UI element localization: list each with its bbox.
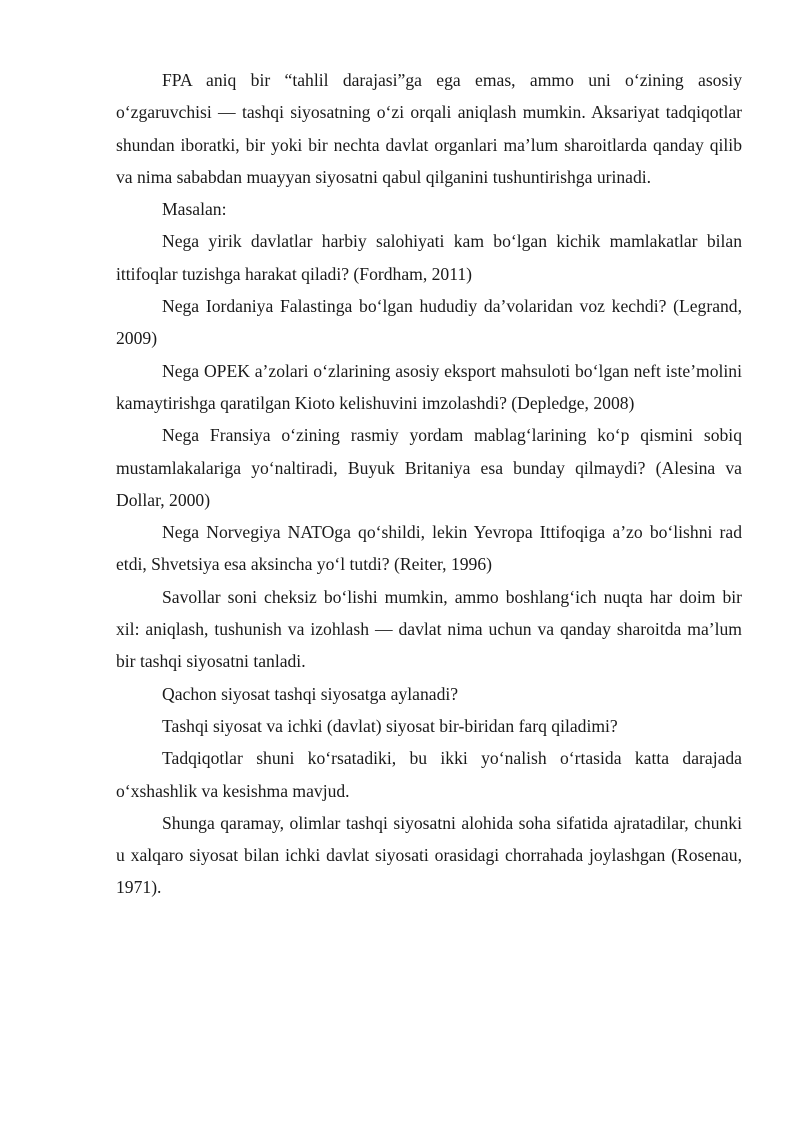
paragraph-question-when: Qachon siyosat tashqi siyosatga aylanadi? [162, 683, 459, 704]
paragraph-question-alesina: Nega Fransiya o‘zining rasmiy yordam mablag‘larining ko‘p qismini sobiq mustamlakalariga yo‘naltiradi, Buyuk Britaniya esa bunday qilmaydi? (Alesina va Dollar, 2000) [116, 425, 742, 510]
paragraph-question-depledge: Nega OPEK a’zolari o‘zlarining asosiy eksport mahsuloti bo‘lgan neft iste’molini kamaytirishga qaratilgan Kioto kelishuvini imzolashdi? (Depledge, 2008) [116, 360, 742, 413]
paragraph-questions-summary: Savollar soni cheksiz bo‘lishi mumkin, ammo boshlang‘ich nuqta har doim bir xil: aniqlash, tushunish va izohlash — davlat nima uchun va qanday sharoitda ma’lum bir tashqi siyosatni tanladi. [116, 586, 742, 672]
paragraph-fpa-intro: FPA aniq bir “tahlil darajasi”ga ega emas, ammo uni o‘zining asosiy o‘zgaruvchisi — tashqi siyosatning o‘zi orqali aniqlash mumkin. Aksariyat tadqiqotlar shundan iboratki, bir yoki bir nechta davlat organlari ma’lum sharoitlarda qanday qilib va nima sababdan muayyan siyosatni qabul qilganini tushuntirishga urinadi. [116, 70, 742, 187]
paragraph-question-difference: Tashqi siyosat va ichki (davlat) siyosat bir-biridan farq qiladimi? [162, 715, 618, 736]
paragraph-rosenau: Shunga qaramay, olimlar tashqi siyosatni alohida soha sifatida ajratadilar, chunki u xalqaro siyosat bilan ichki davlat siyosati orasidagi chorrahada joylashgan (Rosenau, 1971). [116, 812, 742, 898]
paragraph-question-legrand: Nega Iordaniya Falastinga bo‘lgan hududiy da’volaridan voz kechdi? (Legrand, 2009) [116, 296, 742, 349]
paragraph-masalan: Masalan: [162, 199, 227, 220]
paragraph-question-reiter: Nega Norvegiya NATOga qo‘shildi, lekin Yevropa Ittifoqiga a’zo bo‘lishni rad etdi, Shvetsiya esa aksincha yo‘l tutdi? (Reiter, 1996) [116, 522, 742, 575]
document-page [116, 64, 742, 904]
paragraph-question-fordham: Nega yirik davlatlar harbiy salohiyati kam bo‘lgan kichik mamlakatlar bilan ittifoqlar tuzishga harakat qiladi? (Fordham, 2011) [116, 231, 742, 284]
paragraph-research-overlap: Tadqiqotlar shuni ko‘rsatadiki, bu ikki yo‘nalish o‘rtasida katta darajada o‘xshashlik va kesishma mavjud. [116, 748, 742, 801]
